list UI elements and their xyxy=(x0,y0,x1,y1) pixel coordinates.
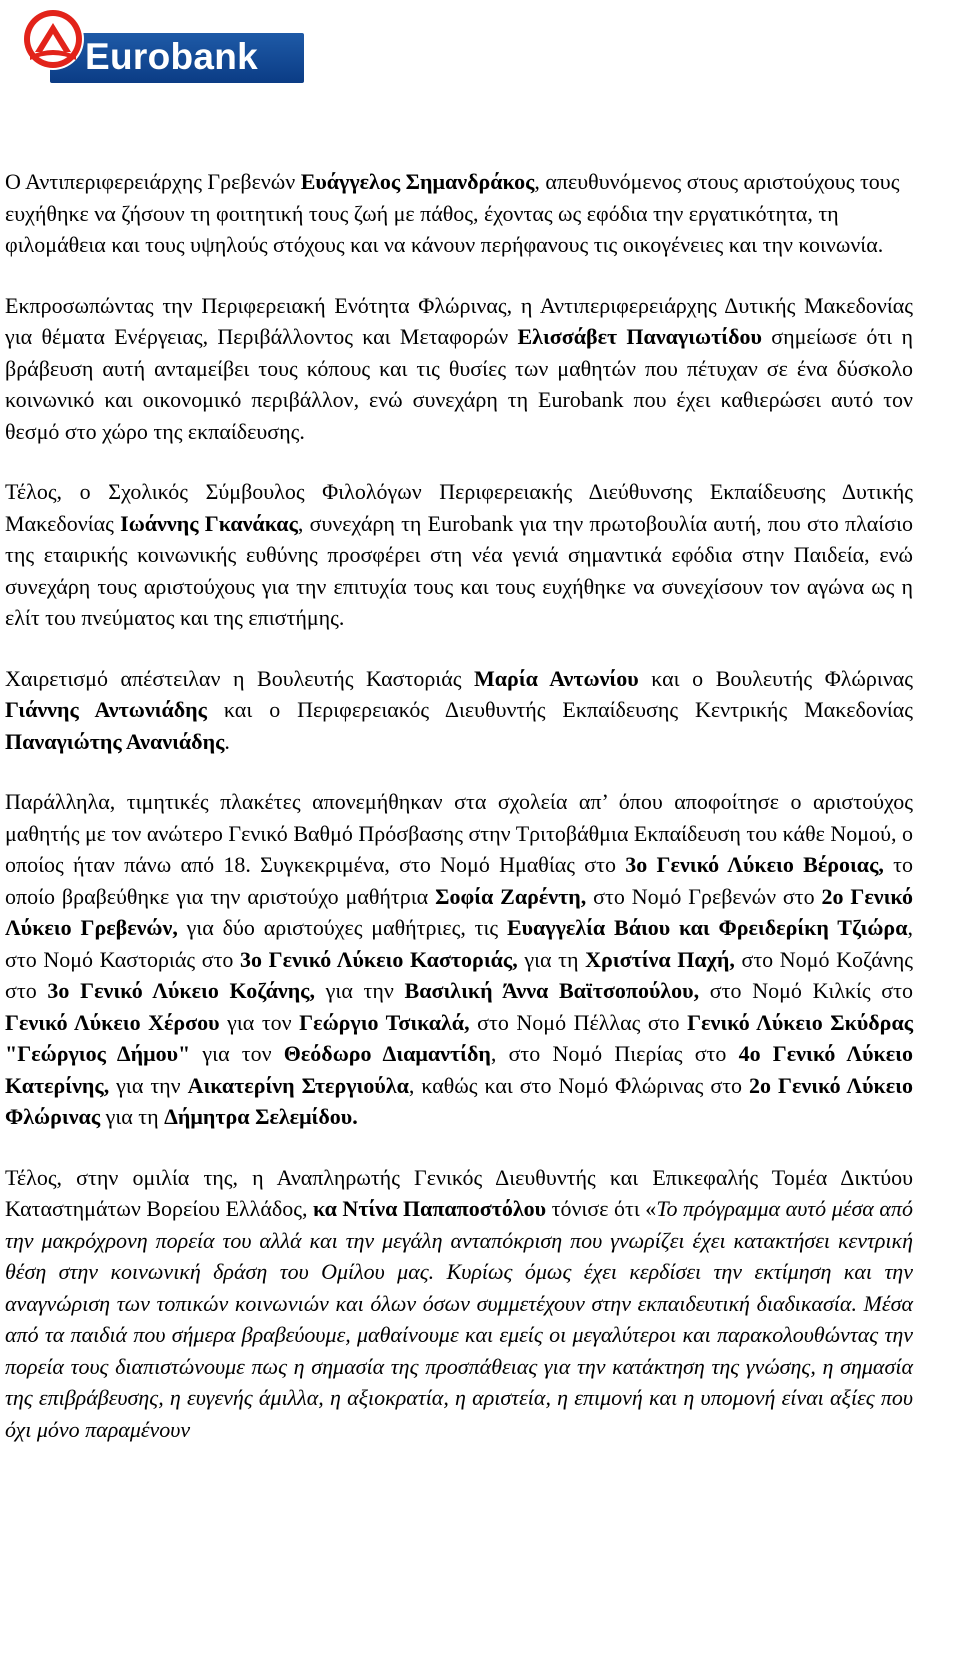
logo-wordmark: Eurobank xyxy=(85,36,259,77)
text-run: Ο Αντιπεριφερειάρχης Γρεβενών xyxy=(5,169,301,194)
text-run: . xyxy=(224,728,230,754)
text-run: , στο Νομό Καστοριάς στο xyxy=(5,915,913,972)
text-run: Τέλος, ο Σχολικός Σύμβουλος Φιλολόγων Περιφερειακής Διεύθυνσης Εκπαίδευσης Δυτικής Μακεδονίας xyxy=(5,479,913,536)
text-run: και ο Περιφερειακός Διευθυντής Εκπαίδευσης Κεντρικής Μακεδονίας xyxy=(206,697,913,722)
text-run: , καθώς και στο Νομό Φλώρινας στο xyxy=(408,1072,750,1098)
text-run: για την xyxy=(109,1072,188,1098)
text-run: για τον xyxy=(190,1041,284,1066)
text-run: Εκπροσωπώντας την Περιφερειακή Ενότητα Φλώρινας, η Αντιπεριφερειάρχης Δυτικής Μακεδονίας για θέματα Ενέργειας, Περιβάλλοντος και Μεταφορών xyxy=(5,292,913,349)
text-run: στο Νομό Γρεβενών στο xyxy=(586,883,822,909)
italic-quote: Το πρόγραμμα αυτό μέσα από την μακρόχρονη πορεία του αλλά και την μεγάλη ανταπόκριση που γνωρίζει έχει κατακτήσει κεντρική θέση στην κοινωνική δράση του Ομίλου μας. Κυρίως όμως έχει κερδίσει την εκτίμηση και την αναγνώριση των τοπικών κοινωνιών και όλων όσων συμμετέχουν στην εκπαιδευτική διαδικασία. Μέσα από τα παιδιά που σήμερα βραβεύουμε, μαθαίνουμε και εμείς οι μεγαλύτεροι και παρακολουθώντας την πορεία τους διαπιστώνουμε πως η σημασία της προσπάθειας για την κατάκτηση της γνώσης, η σημασία της επιβράβευσης, η ευγενής άμιλλα, η αξιοκρατία, η αριστεία, η επιμονή και η υπομονή είναι αξίες που όχι μόνο παραμένουν xyxy=(5,1196,913,1442)
bold-school: Γενικό Λύκειο Χέρσου xyxy=(5,1009,220,1035)
bold-name: Ευάγγελος Σημανδράκος xyxy=(300,169,535,194)
bold-school: 4ο Γενικό Λύκειο Κατερίνης, xyxy=(5,1041,913,1098)
paragraph-1 xyxy=(5,166,913,261)
bold-name: Θεόδωρο Διαμαντίδη xyxy=(283,1041,491,1066)
text-run: τόνισε ότι « xyxy=(546,1196,657,1221)
text-run: σημείωσε ότι η βράβευση αυτή ανταμείβει τους κόπους και τις θυσίες των μαθητών που πέτυχαν σε ένα δύσκολο κοινωνικό και οικονομικό περιβάλλον, ενώ συνεχάρη τη Eurobank που έχει καθιερώσει αυτό τον θεσμό στο χώρο της εκπαίδευσης. xyxy=(5,324,913,444)
bold-school: 3ο Γενικό Λύκειο Κοζάνης, xyxy=(47,978,315,1003)
bold-school: 2ο Γενικό Λύκειο Φλώρινας xyxy=(5,1072,913,1129)
bold-name: Βασιλική Άννα Βαϊτσοπούλου, xyxy=(404,978,700,1003)
text-run: για την xyxy=(314,978,405,1003)
text-run: Χαιρετισμό απέστειλαν η Βουλευτής Καστοριάς xyxy=(5,665,475,691)
text-run: στο Νομό Πέλλας στο xyxy=(469,1009,688,1035)
bold-school: 3ο Γενικό Λύκειο Βέροιας, xyxy=(625,852,884,877)
text-run: στο Νομό Κιλκίς στο xyxy=(699,978,913,1003)
bold-name: Χριστίνα Παχή, xyxy=(585,946,735,972)
text-run: Τέλος, στην ομιλία της, η Αναπληρωτής Γενικός Διευθυντής και Επικεφαλής Τομέα Δικτύου Καταστημάτων Βορείου Ελλάδος, xyxy=(5,1164,913,1221)
bold-name: Μαρία Αντωνίου xyxy=(474,665,639,691)
bold-school: 3ο Γενικό Λύκειο Καστοριάς, xyxy=(240,946,518,972)
text-run: για τη xyxy=(100,1104,165,1129)
bold-name: Ιωάννης Γκανάκας xyxy=(120,510,298,536)
bold-name: Ευαγγελία Βάιου και Φρειδερίκη Τζιώρα xyxy=(506,915,908,940)
text-run: και ο Βουλευτής Φλώρινας xyxy=(638,665,913,691)
paragraph-5 xyxy=(5,786,913,1133)
paragraph-3 xyxy=(5,476,913,634)
paragraph-2 xyxy=(5,290,913,448)
bold-name: κα Ντίνα Παπαποστόλου xyxy=(313,1196,547,1221)
bold-name: Δήμητρα Σελεμίδου. xyxy=(164,1104,358,1129)
text-run: στο Νομό Κοζάνης στο xyxy=(5,946,913,1003)
bold-name: Γιάννης Αντωνιάδης xyxy=(5,697,207,722)
bold-name: Αικατερίνη Στεργιούλα xyxy=(187,1072,409,1098)
document-body xyxy=(5,166,913,1474)
logo-symbol-icon xyxy=(20,6,86,72)
text-run: για δύο αριστούχες μαθήτριες, τις xyxy=(177,915,507,940)
bold-name: Σοφία Ζαρέντη, xyxy=(435,883,587,909)
bold-school: 2ο Γενικό Λύκειο Γρεβενών, xyxy=(5,883,913,940)
text-run: για τον xyxy=(219,1009,300,1035)
text-run: , στο Νομό Πιερίας στο xyxy=(490,1041,739,1066)
paragraph-4 xyxy=(5,663,913,758)
paragraph-6 xyxy=(5,1162,913,1446)
text-run: , συνεχάρη τη Eurobank για την πρωτοβουλία αυτή, που στο πλαίσιο της εταιρικής κοινωνικής ευθύνης προσφέρει στη νέα γενιά σημαντικά εφόδια στην Παιδεία, ενώ συνεχάρη τους αριστούχους για την επιτυχία τους και τους ευχήθηκε να συνεχίσουν τον αγώνα ως η ελίτ του πνεύματος και της επιστήμης. xyxy=(5,510,913,630)
text-run: Παράλληλα, τιμητικές πλακέτες απονεμήθηκαν στα σχολεία απ’ όπου αποφοίτησε ο αριστούχος μαθητής με τον ανώτερο Γενικό Βαθμό Πρόσβασης στην Τριτοβάθμια Εκπαίδευση του κάθε Νομού, ο οποίος ήταν πάνω από 18. Συγκεκριμένα, στο Νομό Ημαθίας στο xyxy=(5,789,913,877)
bold-name: Παναγιώτης Ανανιάδης xyxy=(5,728,225,754)
bold-name: Γεώργιο Τσικαλά, xyxy=(299,1009,470,1035)
text-run: για τη xyxy=(517,946,586,972)
text-run: το οποίο βραβεύθηκε για την αριστούχο μαθήτρια xyxy=(5,852,913,909)
eurobank-logo xyxy=(20,6,305,88)
bold-name: Ελισσάβετ Παναγιωτίδου xyxy=(517,324,762,349)
text-run: , απευθυνόμενος στους αριστούχους τους ευχήθηκε να ζήσουν τη φοιτητική τους ζωή με πάθος, έχοντας ως εφόδια την εργατικότητα, τη φιλομάθεια και τους υψηλούς στόχους και να κάνουν περήφανους τις οικογένειες και την κοινωνία. xyxy=(5,169,900,257)
bold-school: Γενικό Λύκειο Σκύδρας "Γεώργιος Δήμου" xyxy=(5,1009,914,1066)
